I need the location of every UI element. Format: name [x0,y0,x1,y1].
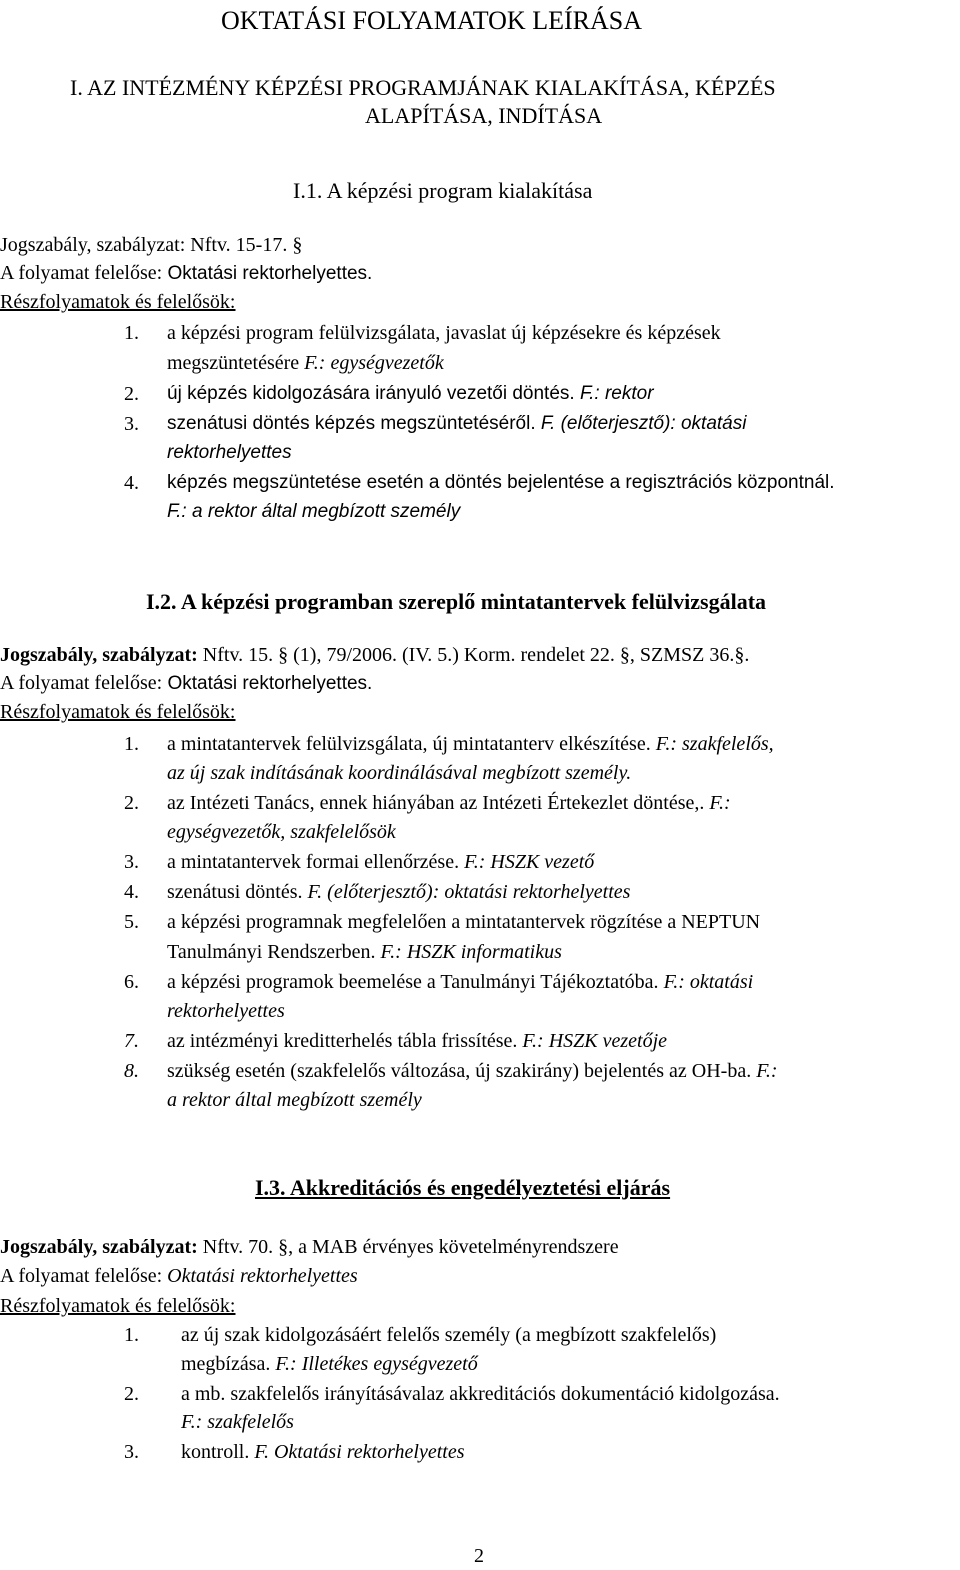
list-item-responsible: F. Oktatási rektorhelyettes [254,1441,465,1463]
list-item-number: 7. [124,1030,139,1052]
chapter-title-line2: ALAPÍTÁSA, INDÍTÁSA [365,103,603,128]
list-item-responsible: F.: HSZK vezető [464,851,595,873]
list-item-number: 3. [124,1441,139,1463]
list-item-responsible: F.: szakfelelős [181,1411,294,1433]
list-item-responsible: F.: egységvezetők [304,352,444,374]
list-item-number: 2. [124,383,139,405]
list-item-text: megszüntetésére [167,352,305,374]
section-3-law [0,1233,619,1261]
list-item-text-line [167,848,594,876]
list-item-number: 4. [124,472,139,494]
list-item-text-line [181,1350,478,1378]
section-1-sub-label: Részfolyamatok és felelősök: [0,291,236,313]
list-item-text-line [181,1438,465,1466]
section-2-heading: I.2. A képzési programban szereplő mintatantervek felülvizsgálata [146,589,767,614]
section-2-sub-label: Részfolyamatok és felelősök: [0,701,236,723]
section-3-owner [0,1262,358,1290]
list-item-number: 2. [124,1383,139,1405]
list-item-number: 6. [124,971,139,993]
list-item-responsible: F.: szakfelelős, [655,733,774,755]
section-3-heading-text: I.3. Akkreditációs és engedélyeztetési eljárás [255,1175,671,1200]
list-item-text-line [167,789,731,817]
list-item-text-line [167,1057,778,1085]
list-item-responsible: F.: rektor [579,383,654,404]
list-item-text: új képzés kidolgozására irányuló vezetői döntés. [167,383,580,404]
list-item-text-cont [167,349,444,377]
chapter-title-line1: I. AZ INTÉZMÉNY KÉPZÉSI PROGRAMJÁNAK KIALAKÍTÁSA, KÉPZÉS [70,75,776,100]
list-item-responsible: rektorhelyettes [167,442,292,463]
list-item-number: 4. [124,881,139,903]
list-item-text: a képzési programok beemelése a Tanulmányi Tájékoztatóba. [167,971,664,993]
section-1-law [0,231,302,259]
list-item-responsible: F.: [756,1060,778,1082]
list-item-text: szenátusi döntés képzés megszüntetéséről. [167,413,541,434]
document-title: OKTATÁSI FOLYAMATOK LEÍRÁSA [221,6,642,35]
law-text: Nftv. 15-17. § [185,234,303,256]
list-item-text-line [167,410,746,438]
list-item-number: 2. [124,792,139,814]
section-2-owner [0,669,372,698]
law-label: Jogszabály, szabályzat: [0,1236,198,1258]
list-item-text-line [167,878,630,906]
list-item-responsible: egységvezetők, szakfelelősök [167,821,396,843]
section-1-owner [0,259,372,288]
owner-text: Oktatási rektorhelyettes [162,1265,358,1287]
list-item-responsible: rektorhelyettes [167,1000,285,1022]
list-item-text: Tanulmányi Rendszerben. [167,941,381,963]
owner-label: A folyamat felelőse: [0,672,163,694]
list-item-text: a képzési programnak megfelelően a mintatantervek rögzítése a NEPTUN [167,911,761,933]
list-item-text: a mintatantervek felülvizsgálata, új mintatanterv elkészítése. [167,733,656,755]
list-item-text: az intézményi kreditterhelés tábla frissítése. [167,1030,523,1052]
list-item-responsible: F.: a rektor által megbízott személy [167,501,461,522]
list-item-text: a képzési program felülvizsgálata, javaslat új képzésekre és képzések [167,322,721,344]
owner-label: A folyamat felelőse: [0,1265,163,1287]
list-item-responsible: F.: HSZK vezetője [522,1030,668,1052]
list-item-text: kontroll. [181,1441,255,1463]
list-item-responsible: F.: HSZK informatikus [380,941,562,963]
list-item-responsible: F.: oktatási [663,971,754,993]
list-item-number: 3. [124,413,139,435]
owner-text: Oktatási rektorhelyettes. [162,673,373,694]
list-item-number: 1. [124,322,139,344]
list-item-text: képzés megszüntetése esetén a döntés bejelentése a regisztrációs központnál. [167,472,835,493]
list-item-responsible: F.: Illetékes egységvezető [275,1353,478,1375]
list-item-responsible: az új szak indításának koordinálásával megbízott személy. [167,762,632,784]
list-item-text: a mintatantervek formai ellenőrzése. [167,851,465,873]
list-item-responsible: F. (előterjesztő): oktatási [540,413,747,434]
list-item-number: 5. [124,911,139,933]
section-3-heading [255,1173,670,1203]
list-item-text: a mb. szakfelelős irányításávalaz akkreditációs dokumentáció kidolgozása. [181,1383,780,1405]
list-item-text: szükség esetén (szakfelelős változása, új szakirány) bejelentés az OH-ba. [167,1060,757,1082]
section-1-heading: I.1. A képzési program kialakítása [293,178,593,203]
list-item-number: 1. [124,1324,139,1346]
list-item-text: megbízása. [181,1353,276,1375]
list-item-text: szenátusi döntés. [167,881,308,903]
list-item-text-line [167,1027,667,1055]
page-number: 2 [474,1545,484,1567]
law-label: Jogszabály, szabályzat: [0,234,186,256]
law-label: Jogszabály, szabályzat: [0,644,198,666]
list-item-text: az Intézeti Tanács, ennek hiányában az Intézeti Értekezlet döntése,. [167,792,710,814]
list-item-text-line [167,968,753,996]
section-3-sub-label: Részfolyamatok és felelősök: [0,1295,236,1317]
list-item-responsible: F.: [709,792,731,814]
law-text: Nftv. 70. §, a MAB érvényes követelményrendszere [197,1236,619,1258]
list-item-responsible: F. (előterjesztő): oktatási rektorhelyettes [307,881,631,903]
owner-text: Oktatási rektorhelyettes. [162,263,373,284]
list-item-number: 3. [124,851,139,873]
law-text: Nftv. 15. § (1), 79/2006. (IV. 5.) Korm. rendelet 22. §, SZMSZ 36.§. [197,644,750,666]
list-item-text-line [167,730,774,758]
section-2-law [0,641,749,669]
list-item-number: 8. [124,1060,139,1082]
list-item-responsible: a rektor által megbízott személy [167,1089,422,1111]
list-item-number: 1. [124,733,139,755]
owner-label: A folyamat felelőse: [0,262,163,284]
list-item-text-line [167,938,562,966]
list-item-text-line [167,380,654,408]
list-item-text: az új szak kidolgozásáért felelős személy (a megbízott szakfelelős) [181,1324,717,1346]
